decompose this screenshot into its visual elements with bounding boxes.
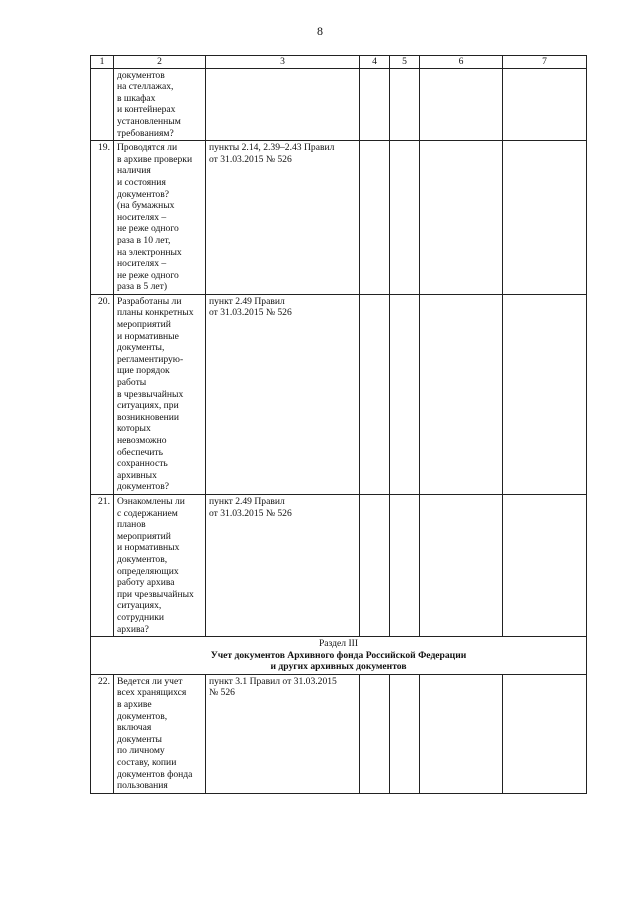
column-header: 6 (420, 56, 503, 69)
empty-cell (390, 294, 420, 494)
column-header: 2 (114, 56, 206, 69)
table-row (91, 294, 587, 494)
column-header: 7 (503, 56, 587, 69)
empty-cell (503, 68, 587, 141)
reference-cell: пункт 2.49 Правил от 31.03.2015 № 526 (206, 294, 360, 494)
question-cell: документов на стеллажах, в шкафах и контейнерах установленным требованиям? (114, 68, 206, 141)
empty-cell (360, 494, 390, 636)
empty-cell (420, 494, 503, 636)
question-cell: Ведется ли учет всех хранящихся в архиве документов, включая документы по личному составу, копии документов фонда пользования (114, 674, 206, 793)
empty-cell (390, 494, 420, 636)
table-row (91, 68, 587, 141)
empty-cell (390, 674, 420, 793)
empty-cell (360, 68, 390, 141)
question-cell: Ознакомлены ли с содержанием планов мероприятий и нормативных документов, определяющих работу архива при чрезвычайных ситуациях, сотрудники архива? (114, 494, 206, 636)
empty-cell (420, 68, 503, 141)
empty-cell (503, 494, 587, 636)
section-header-row (91, 637, 587, 675)
section-header-cell (91, 637, 587, 675)
reference-cell: пункт 2.49 Правил от 31.03.2015 № 526 (206, 494, 360, 636)
empty-cell (390, 141, 420, 295)
empty-cell (420, 674, 503, 793)
empty-cell (503, 294, 587, 494)
reference-cell: пункт 3.1 Правил от 31.03.2015 № 526 (206, 674, 360, 793)
column-header: 5 (390, 56, 420, 69)
section-title-line2: и других архивных документов (270, 661, 407, 673)
empty-cell (360, 294, 390, 494)
column-header: 3 (206, 56, 360, 69)
checklist-table (90, 55, 587, 794)
row-number: 19. (91, 141, 114, 295)
table-row (91, 494, 587, 636)
column-header: 1 (91, 56, 114, 69)
section-label: Раздел III (318, 638, 359, 650)
table-row (91, 141, 587, 295)
empty-cell (503, 674, 587, 793)
question-cell: Проводятся ли в архиве проверки наличия и состояния документов? (на бумажных носителях – не реже одного раза в 10 лет, на электронных носителях – не реже одного раза в 5 лет) (114, 141, 206, 295)
reference-cell: пункты 2.14, 2.39–2.43 Правил от 31.03.2015 № 526 (206, 141, 360, 295)
table-row (91, 674, 587, 793)
empty-cell (420, 294, 503, 494)
row-number: 21. (91, 494, 114, 636)
row-number: 22. (91, 674, 114, 793)
empty-cell (390, 68, 420, 141)
empty-cell (420, 141, 503, 295)
page-number: 8 (317, 24, 323, 38)
section-title-line1: Учет документов Архивного фонда Российской Федерации (210, 649, 467, 661)
empty-cell (360, 141, 390, 295)
empty-cell (503, 141, 587, 295)
column-header: 4 (360, 56, 390, 69)
row-number: 20. (91, 294, 114, 494)
reference-cell (206, 68, 360, 141)
empty-cell (360, 674, 390, 793)
question-cell: Разработаны ли планы конкретных мероприятий и нормативные документы, регламентирую- щие порядок работы в чрезвычайных ситуациях, при возникновении которых невозможно обеспечить сохранность архивных документов? (114, 294, 206, 494)
header-row (91, 56, 587, 69)
row-number (91, 68, 114, 141)
